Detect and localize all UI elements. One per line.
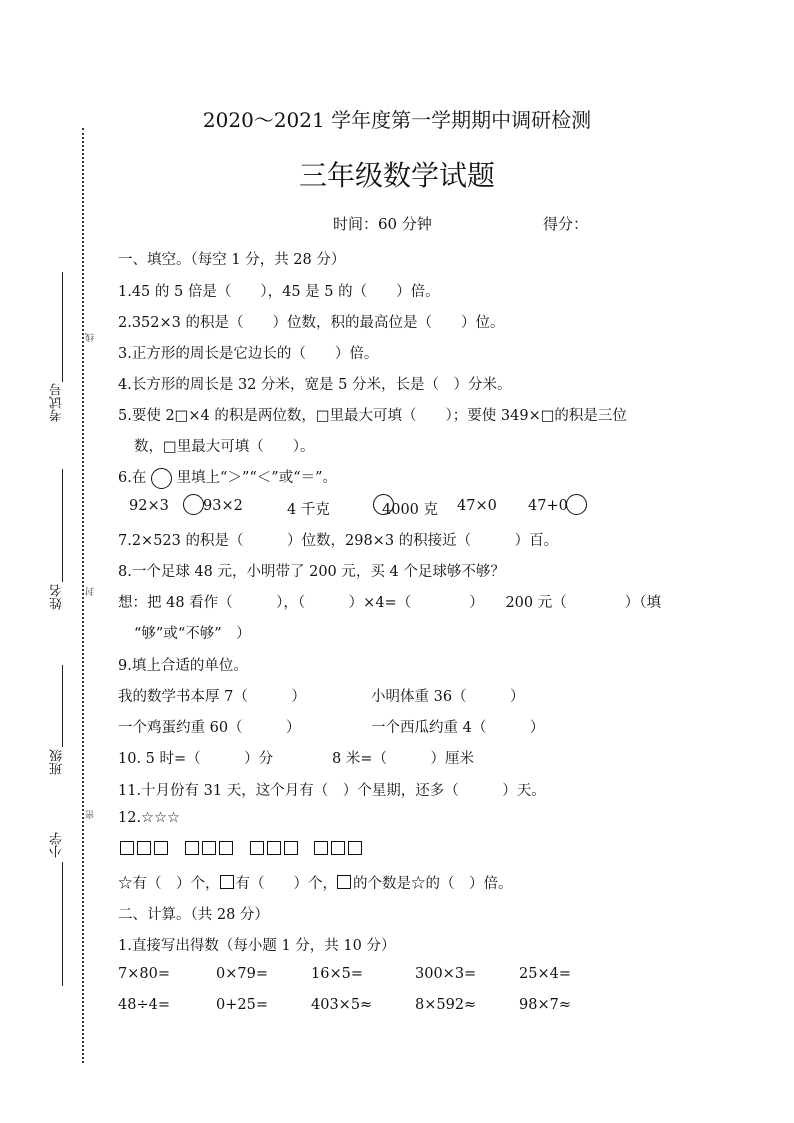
square-group (250, 842, 301, 858)
question-6-suffix: 里填上“＞”“＜”或“＝”。 (176, 470, 338, 486)
question-12: 12.☆☆☆ (118, 810, 181, 826)
square-icon (337, 875, 351, 889)
calc-2-1: 48÷4= (118, 997, 170, 1013)
question-4: 4.长方形的周长是 32 分米，宽是 5 分米，长是（ ）分米。 (118, 377, 512, 393)
calc-1-5: 25×4= (519, 966, 571, 982)
class-label: 班级 (50, 749, 65, 775)
cut-mark-secret: 密 (86, 810, 96, 819)
question-5-line2: 数，□里最大可填（ ）。 (134, 439, 315, 455)
exam-title: 2020～2021 学年度第一学期期中调研检测 (202, 108, 592, 132)
square-icon (220, 875, 234, 889)
name-label: 姓名 (50, 584, 65, 610)
question-2: 2.352×3 的积是（ ）位数，积的最高位是（ ）位。 (118, 315, 505, 331)
exam-number-label: 考试号 (50, 383, 65, 422)
calc-1-4: 300×3= (415, 966, 477, 982)
square-icon (219, 841, 233, 855)
question-9-melon: 一个西瓜约重 4（ ） (371, 720, 545, 736)
calc-2-5: 98×7≈ (519, 997, 571, 1013)
q12-ratio: 的个数是☆的（ ）倍。 (353, 876, 513, 892)
question-7: 7.2×523 的积是（ ）位数，298×3 的积接近（ ）百。 (118, 533, 559, 549)
square-icon (120, 841, 134, 855)
question-3: 3.正方形的周长是它边长的（ ）倍。 (118, 346, 379, 362)
q6-item-2: 93×2 (203, 498, 243, 514)
square-icon (267, 841, 281, 855)
paper-title: 三年级数学试题 (298, 159, 495, 192)
question-6-prefix: 6.在 (118, 470, 147, 486)
question-11: 11.十月份有 31 天，这个月有（ ）个星期，还多（ ）天。 (118, 783, 546, 799)
question-9-egg: 一个鸡蛋约重 60（ ） (118, 720, 301, 736)
square-icon (348, 841, 362, 855)
question-1: 1.45 的 5 倍是（ ），45 是 5 的（ ）倍。 (118, 284, 440, 300)
question-10b: 8 米=（ ）厘米 (332, 751, 474, 767)
school-field[interactable] (62, 862, 63, 986)
calc-1-2: 0×79= (216, 966, 268, 982)
calc-2-2: 0+25= (216, 997, 268, 1013)
cut-mark-seal: 封 (86, 587, 96, 596)
question-8-line3: “够”或“不够” ） (134, 626, 251, 642)
school-label: 小学 (50, 832, 65, 858)
square-icon (185, 841, 199, 855)
square-icon (250, 841, 264, 855)
cut-mark-line: 线 (86, 333, 96, 342)
calc-2-4: 8×592≈ (415, 997, 477, 1013)
q6-item-3: 4 千克 (287, 502, 330, 518)
question-9: 9.填上合适的单位。 (118, 658, 248, 674)
q6-item-6: 47+0 (528, 498, 568, 514)
question-8-line2: 想：把 48 看作（ ），（ ）×4=（ ） 200 元（ ）（填 (118, 595, 661, 611)
question-6 (118, 466, 337, 489)
calc-1-3: 16×5= (311, 966, 363, 982)
square-icon (314, 841, 328, 855)
question-12-answer (118, 872, 513, 893)
circle-icon (151, 468, 172, 489)
question-10a: 10. 5 时=（ ）分 (118, 751, 274, 767)
square-icon (284, 841, 298, 855)
question-8: 8.一个足球 48 元，小明带了 200 元，买 4 个足球够不够？ (118, 564, 505, 580)
section2-sub1: 1.直接写出得数（每小题 1 分，共 10 分） (118, 938, 396, 954)
q6-item-5: 47×0 (457, 498, 497, 514)
compare-circle-3[interactable] (566, 494, 587, 515)
question-9-weight: 小明体重 36（ ） (371, 689, 525, 705)
class-field[interactable] (62, 665, 63, 747)
square-group (314, 842, 365, 858)
score-label: 得分： (543, 215, 589, 233)
square-icon (331, 841, 345, 855)
square-icon (137, 841, 151, 855)
section2-heading: 二、计算。（共 28 分） (118, 907, 269, 923)
calc-2-3: 403×5≈ (311, 997, 373, 1013)
time-limit: 时间：60 分钟 (333, 215, 432, 233)
calc-1-1: 7×80= (118, 966, 170, 982)
exam-number-field[interactable] (62, 272, 63, 382)
section1-heading: 一、填空。（每空 1 分，共 28 分） (118, 252, 346, 268)
compare-circle-1[interactable] (183, 494, 204, 515)
square-group (185, 842, 236, 858)
name-field[interactable] (62, 469, 63, 582)
q12-square-count: 有（ ）个， (235, 876, 337, 892)
square-icon (154, 841, 168, 855)
q12-star-count: ☆有（ ）个， (118, 876, 220, 892)
q6-item-1: 92×3 (129, 498, 169, 514)
square-group (120, 842, 171, 858)
question-9-book: 我的数学书本厚 7（ ） (118, 689, 306, 705)
q6-item-4: 4000 克 (382, 502, 439, 518)
square-icon (202, 841, 216, 855)
square-groups (120, 841, 365, 858)
question-5-line1: 5.要使 2□×4 的积是两位数，□里最大可填（ ）；要使 349×□的积是三位 (118, 408, 627, 424)
